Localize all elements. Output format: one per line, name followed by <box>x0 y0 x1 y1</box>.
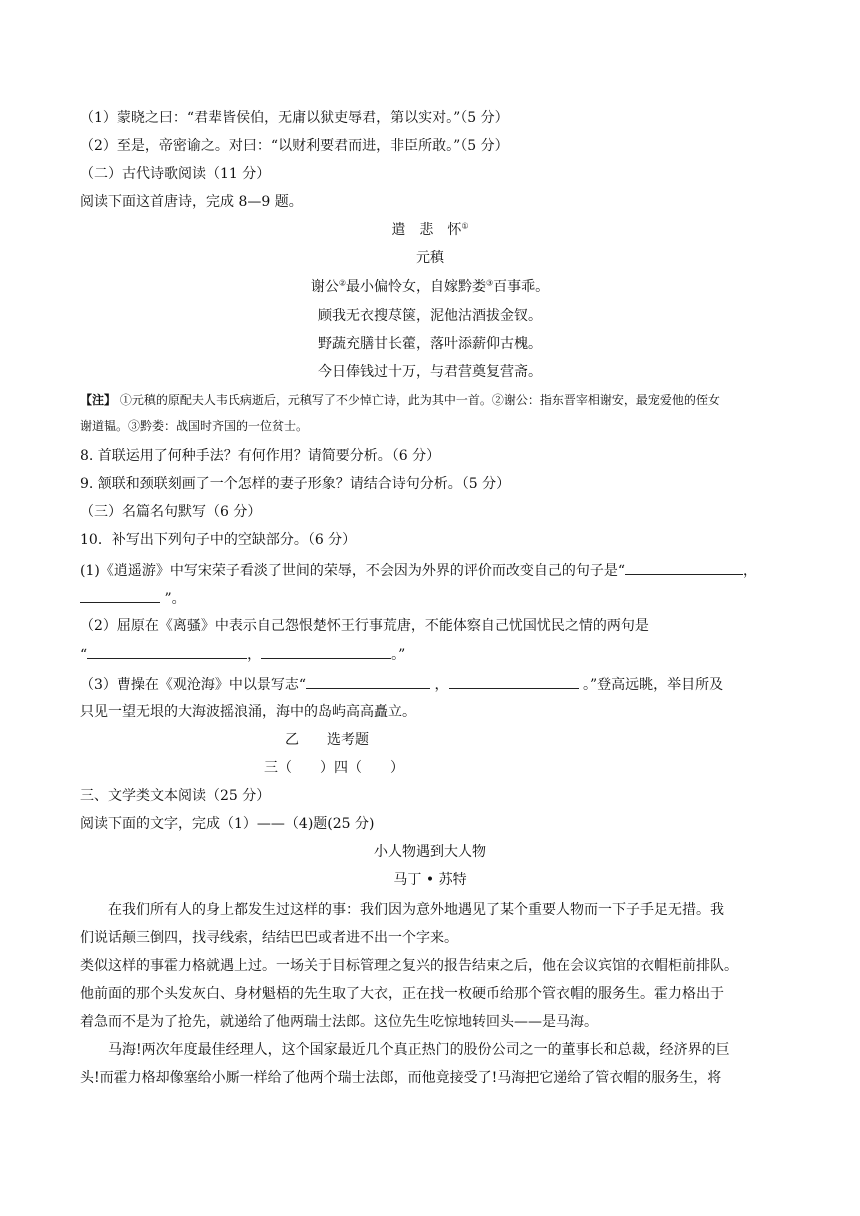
poem-title: 遣 悲 怀① <box>391 221 469 238</box>
story-paragraph-3a: 马海!两次年度最佳经理人，这个国家最近几个真正热门的股份公司之一的董事长和总裁，经济界的巨 <box>108 1042 730 1058</box>
question-8: 8. 首联运用了何种手法？有何作用？请简要分析。（6 分） <box>80 448 441 464</box>
section-heading-recitation: （三）名篇名句默写（6 分） <box>80 504 262 520</box>
story-paragraph-2b: 他前面的那个头发灰白、身材魁梧的先生取了大衣，正在找一枚硬币给那个管衣帽的服务生。霍力格出于 <box>80 986 724 1002</box>
note-label: 【注】 <box>80 393 117 407</box>
footnote-marker: ① <box>461 221 469 231</box>
story-author: 马丁 • 苏特 <box>393 872 467 888</box>
literature-intro: 阅读下面的文字，完成（1）——（4)题(25 分) <box>80 816 375 832</box>
story-paragraph-1b: 们说话颠三倒四，找寻线索，结结巴巴或者进不出一个字来。 <box>80 930 458 946</box>
question-10-3: （3）曹操在《观沧海》中以景写志“ ， 。”登高远眺，举目所及 <box>80 674 723 695</box>
elective-choice: 三（ ）四（ ） <box>264 760 404 776</box>
question-10-1-cont: ”。 <box>80 588 186 609</box>
story-paragraph-2a: 类似这样的事霍力格就遇上过。一场关于目标管理之复兴的报告结束之后，他在会议宾馆的衣帽柜前排队。 <box>80 958 738 974</box>
question-10: 10．补写出下列句子中的空缺部分。（6 分） <box>80 532 357 548</box>
question-10-1: (1)《逍遥游》中写宋荣子看淡了世间的荣辱，不会因为外界的评价而改变自己的句子是“ ， <box>80 560 757 581</box>
story-title: 小人物遇到大人物 <box>374 844 486 860</box>
question-9: 9. 颔联和颈联刻画了一个怎样的妻子形象？请结合诗句分析。（5 分） <box>80 476 511 492</box>
question-10-2-cont: “ ， 。” <box>80 644 405 665</box>
question-line-1: （1）蒙晓之曰：“君辈皆侯伯，无庸以狱吏辱君，第以实对。”（5 分） <box>80 110 509 126</box>
answer-blank[interactable] <box>306 674 430 689</box>
poem-line-4: 今日俸钱过十万，与君营奠复营斋。 <box>318 364 542 380</box>
question-10-3-cont: 只见一望无垠的大海波摇浪涌，海中的岛屿高高矗立。 <box>80 704 416 720</box>
poem-line-3: 野蔬充膳甘长藿，落叶添薪仰古槐。 <box>318 336 542 352</box>
poem-intro: 阅读下面这首唐诗，完成 8—9 题。 <box>80 194 303 210</box>
question-10-2: （2）屈原在《离骚》中表示自己怨恨楚怀王行事荒唐，不能体察自己忧国忧民之情的两句是 <box>80 618 649 634</box>
poem-author: 元稹 <box>416 250 444 266</box>
answer-blank[interactable] <box>87 644 247 659</box>
note-line-1: 【注】 ①元稹的原配夫人韦氏病逝后，元稹写了不少悼亡诗，此为其中一首。②谢公：指东晋宰相谢安，最宠爱他的侄女 <box>80 393 720 407</box>
answer-blank[interactable] <box>261 644 391 659</box>
section-heading-poetry: （二）古代诗歌阅读（11 分） <box>80 166 271 182</box>
elective-title: 乙 选考题 <box>285 732 369 748</box>
note-line-2: 谢道韫。③黔娄：战国时齐国的一位贫士。 <box>80 419 309 433</box>
answer-blank[interactable] <box>625 560 743 575</box>
poem-line-2: 顾我无衣搜荩箧，泥他沽酒拔金钗。 <box>318 308 542 324</box>
story-paragraph-2c: 着急而不是为了抢先，就递给了他两瑞士法郎。这位先生吃惊地转回头——是马海。 <box>80 1014 598 1030</box>
poem-line-1: 谢公②最小偏怜女，自嫁黔娄③百事乖。 <box>310 278 550 295</box>
story-paragraph-1a: 在我们所有人的身上都发生过这样的事：我们因为意外地遇见了某个重要人物而一下子手足无措。我 <box>108 902 724 918</box>
answer-blank[interactable] <box>449 674 579 689</box>
section-heading-literature: 三、文学类文本阅读（25 分） <box>80 788 271 804</box>
story-paragraph-3b: 头!而霍力格却像塞给小厮一样给了他两个瑞士法郎，而他竟接受了!马海把它递给了管衣帽的服务生，将 <box>80 1070 722 1086</box>
question-line-2: （2）至是，帝密谕之。对曰：“以财利要君而进，非臣所敢。”（5 分） <box>80 138 509 154</box>
answer-blank[interactable] <box>80 588 160 603</box>
